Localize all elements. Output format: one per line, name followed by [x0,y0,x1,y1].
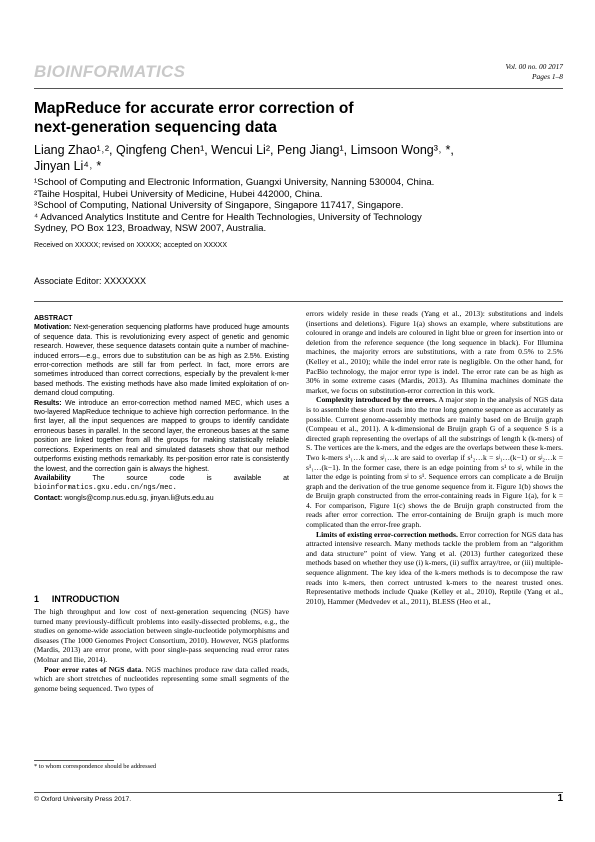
title-line-1: MapReduce for accurate error correction of [34,100,354,117]
run-in-heading: Limits of existing error-correction methods. [316,529,458,539]
title-line-2: next-generation sequencing data [34,119,277,136]
abstract [34,314,289,503]
received-dates: Received on XXXXX; revised on XXXXX; accepted on XXXXX [34,242,227,249]
motivation-label: Motivation: [34,324,72,332]
availability-text: The source code is available at [92,474,290,482]
abstract-results [34,399,289,474]
affiliation-3: ³School of Computing, National University of Singapore, Singapore 117417, Singapore. [34,200,404,212]
contact-emails[interactable]: wongls@comp.nus.edu.sg, jinyan.li@uts.edu.au [64,494,214,502]
run-in-heading: Complexity introduced by the errors. [316,395,437,405]
affiliation-4: ⁴ Advanced Analytics Institute and Centre for Health Technologies, University of Technology [34,211,422,223]
footer-rule [34,792,563,793]
right-paragraph-1: errors widely reside in these reads (Yang et al., 2013): substitutions and indels (insertions and deletions). Figure 1(a) shows an example, where substitutions are coloured in orange and indels are coloured in light blue or green for insertion into or deletion from the reference sequence (the long sequence in black). For Illumina machines, the majority errors are substitutions, with a rate from 0.5% to 2.5% (Kelley et al., 2010); while the indel error rate is negligible. On the other hand, for PacBio technology, the major error type is indel. The error rate can be as high as 30% in some extreme cases (Mardis, 2013). As Illumina machines dominate the market, we focus on substitution-error correction in this work. [306,309,563,395]
paper-title [34,99,554,137]
copyright: © Oxford University Press 2017. [34,796,132,803]
right-column-body [306,309,563,606]
paragraph-text: Error correction for NGS data has attracted intensive research. Many methods tackle the problem from an “algorithm and data structure” point of view. Yang et al. (2013) further categorized these methods based on whether they use (i) k-mers, (ii) suffix array/tree, or (iii) multiple-sequence alignment. The key idea of the k-mers methods is to decompose the raw reads into k-mers, then correct untrusted k-mers to the nearest trusted ones. Representative methods include Quake (Kelley et al., 2010), Reptile (Yang et al., 2010), Hammer (Medvedev et al., 2011), BLESS (Heo et al., [306,529,563,606]
right-paragraph-2 [306,395,563,529]
associate-editor: Associate Editor: XXXXXXX [34,276,147,286]
abstract-availability [34,474,289,494]
paragraph-text: . NGS machines produce raw data called reads, which are short stretches of nucleotides representing some small segments of the genome being sequenced. Two types of [34,664,289,693]
section-heading-introduction [34,594,119,604]
footnote: * to whom correspondence should be addressed [34,763,157,770]
footnote-rule [34,760,114,761]
volume-line: Vol. 00 no. 00 2017 [505,62,563,71]
abstract-contact [34,494,289,503]
affiliations [34,177,554,235]
right-paragraph-3 [306,530,563,607]
motivation-text: Next-generation sequencing platforms have produced huge amounts of sequence data. This is revolutionizing every aspect of genetic and genomic research. However, these sequence datasets contain quite a number of machine-induced errors—e.g., errors due to substitution can be as high as 2.5%. Existing error-correction methods are still far from perfect. In fact, more errors are sometimes introduced than correct corrections, especially by the prevalent k-mer based methods. The existing methods have also made limited exploitation of on-demand cloud computing. [34,324,289,398]
run-in-heading: Poor error rates of NGS data [44,664,142,674]
authors-line-1: Liang Zhao¹˒², Qingfeng Chen¹, Wencui Li², Peng Jiang¹, Limsoon Wong³˒ *, [34,143,454,157]
section-number: 1 [34,594,39,604]
contact-label: Contact: [34,494,63,502]
abstract-rule [34,301,563,302]
affiliation-4-cont: Sydney, PO Box 123, Broadway, NSW 2007, Australia. [34,223,267,235]
abstract-heading: ABSTRACT [34,315,73,322]
results-label: Results: [34,399,62,407]
journal-name: BIOINFORMATICS [34,62,186,81]
abstract-motivation [34,323,289,398]
page-number: 1 [557,793,563,804]
affiliation-1: ¹School of Computing and Electronic Information, Guangxi University, Nanning 530004, China. [34,177,435,188]
author-list [34,142,554,174]
availability-label: Availability [34,474,71,482]
results-text: We introduce an error-correction method named MEC, which uses a two-layered MapReduce technique to achieve high correction performance. In the first layer, all the input sequences are mapped to groups to identify candidate erroneous bases in parallel. In the second layer, the erroneous bases at the same position are linked together from all the groups for making statistically reliable corrections. Experiments on real and simulated datasets show that our method outperforms existing methods remarkably. Its per-position error rate is consistently the lowest, and the correction gain is always the highest. [34,399,289,473]
volume-info [506,62,563,82]
paragraph-text: A major step in the analysis of NGS data is to assemble these short reads into the true long genome sequence as accurately as possible. Current genome-assembly methods are mainly based on de Bruijn graph (Compeau et al., 2011). A k-dimensional de Bruijn graph G of a sequence S is a directed graph representing the overlaps of all the substrings of length k (k-mers) of S. The vertices are the k-mers, and the edges are the overlaps between these k-mers. Two k-mers s¹₁…k and sʲ₁…k are said to overlap if s¹₂…k = sʲ₁…(k−1) or sʲ₂…k = s¹₁…(k−1). In the former case, there is an edge pointing from s¹ to sʲ, while in the latter the edge is pointing from sʲ to s¹. Sequence errors can complicate a de Bruijn graph and the derivation of the true genome sequence from it. Figure 1(b) shows the de Bruijn graph constructed from the error-containing reads in Figure 1(a), for k = 4. For comparison, Figure 1(c) shows the de Bruijn graph constructed from the reads after error correction. The error-containing de Bruijn graph is much more complicated than the error-free graph. [306,395,564,530]
left-column-body [34,607,289,693]
intro-paragraph-1: The high throughput and low cost of next-generation sequencing (NGS) have turned many previously-difficult problems into easily-dissected problems, e.g., the studies on genome-wide association between single-nucleotide polymorphisms and diseases (The 1000 Genomes Project Consortium, 2010). However, NGS platforms (Mardis, 2013) are error prone, with poor single-pass sequencing read error rates (Molnar and Ilie, 2014). [34,607,289,664]
authors-line-2: Jinyan Li⁴˒ * [34,159,102,173]
header-rule [34,88,563,89]
pages-line: Pages 1–8 [532,72,563,81]
affiliation-2: ²Taihe Hospital, Hubei University of Medicine, Hubei 442000, China. [34,188,323,200]
availability-link[interactable]: bioinformatics.gxu.edu.cn/ngs/mec. [34,484,177,493]
intro-paragraph-2 [34,665,289,694]
section-title: INTRODUCTION [51,594,120,604]
